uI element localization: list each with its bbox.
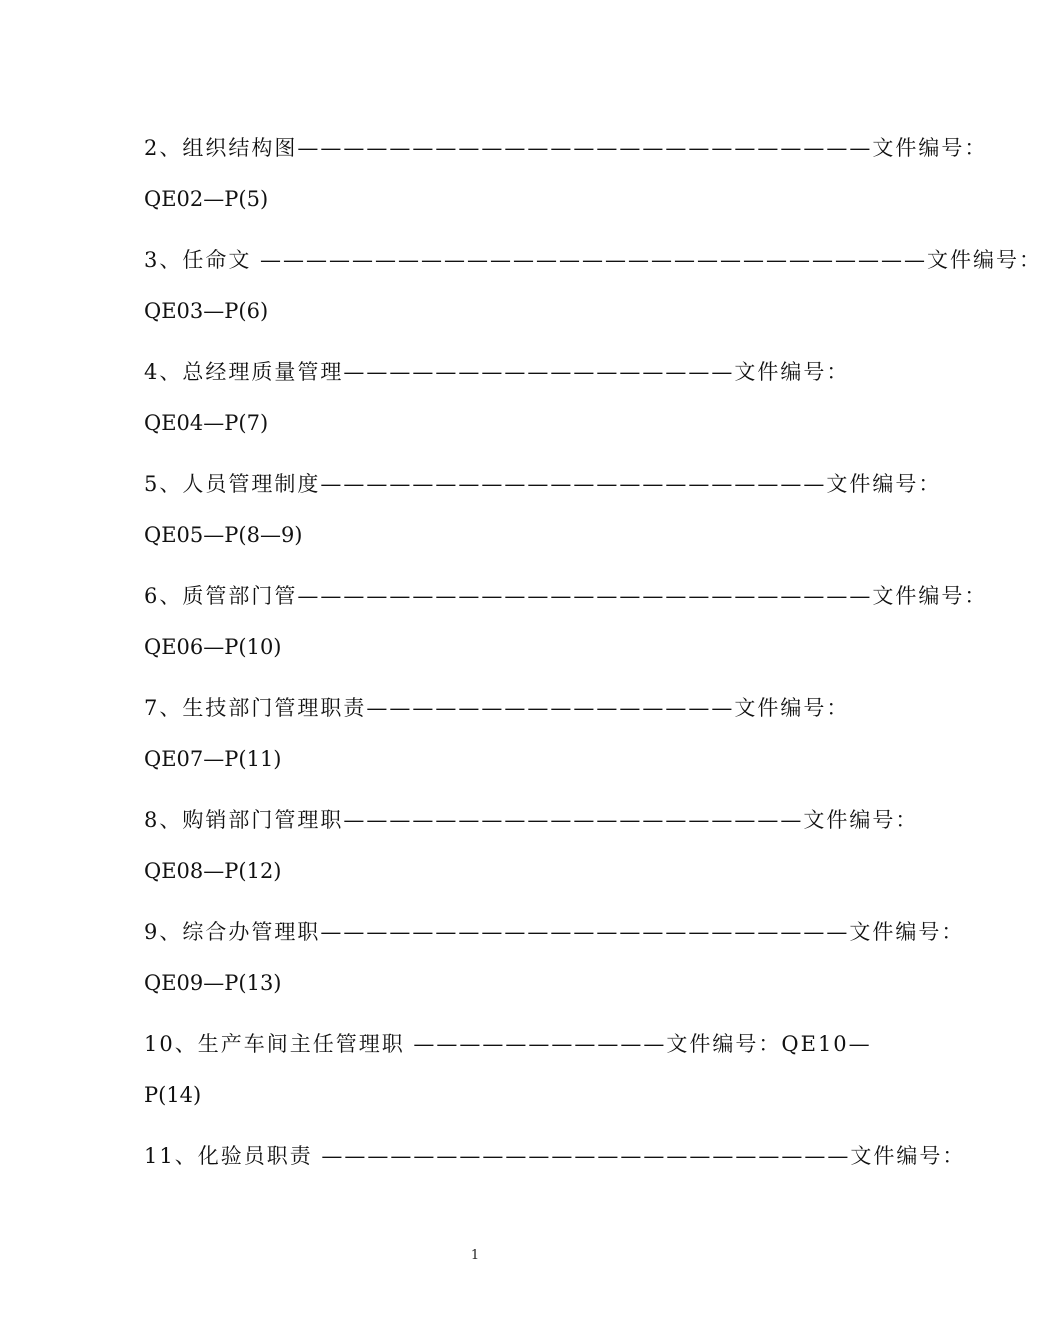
toc-entry-6-code: QE06—P(10) xyxy=(144,635,282,659)
toc-entry-9: 9、综合办管理职———————————————————————文件编号： xyxy=(144,920,965,944)
toc-entry-2-code: QE02—P(5) xyxy=(144,187,269,211)
toc-entry-5: 5、人员管理制度——————————————————————文件编号： xyxy=(144,472,942,496)
toc-entry-11: 11、化验员职责 ———————————————————————文件编号： xyxy=(144,1144,966,1168)
toc-entry-9-code: QE09—P(13) xyxy=(144,971,282,995)
toc-entry-6: 6、质管部门管—————————————————————————文件编号： xyxy=(144,584,988,608)
toc-entry-7-code: QE07—P(11) xyxy=(144,747,282,771)
toc-entry-5-code: QE05—P(8—9) xyxy=(144,523,303,547)
toc-entry-2: 2、组织结构图—————————————————————————文件编号： xyxy=(144,136,988,160)
toc-entry-3: 3、任命文 —————————————————————————————文件编号： xyxy=(144,248,1042,272)
page-number: 1 xyxy=(470,1248,480,1263)
toc-entry-8-code: QE08—P(12) xyxy=(144,859,282,883)
toc-entry-8: 8、购销部门管理职————————————————————文件编号： xyxy=(144,808,919,832)
toc-entry-10-code: P(14) xyxy=(144,1083,202,1107)
toc-entry-10: 10、生产车间主任管理职 ———————————文件编号：QE10— xyxy=(144,1032,872,1056)
toc-entry-4-code: QE04—P(7) xyxy=(144,411,269,435)
toc-entry-3-code: QE03—P(6) xyxy=(144,299,269,323)
toc-entry-4: 4、总经理质量管理—————————————————文件编号： xyxy=(144,360,850,384)
toc-entry-7: 7、生技部门管理职责————————————————文件编号： xyxy=(144,696,850,720)
